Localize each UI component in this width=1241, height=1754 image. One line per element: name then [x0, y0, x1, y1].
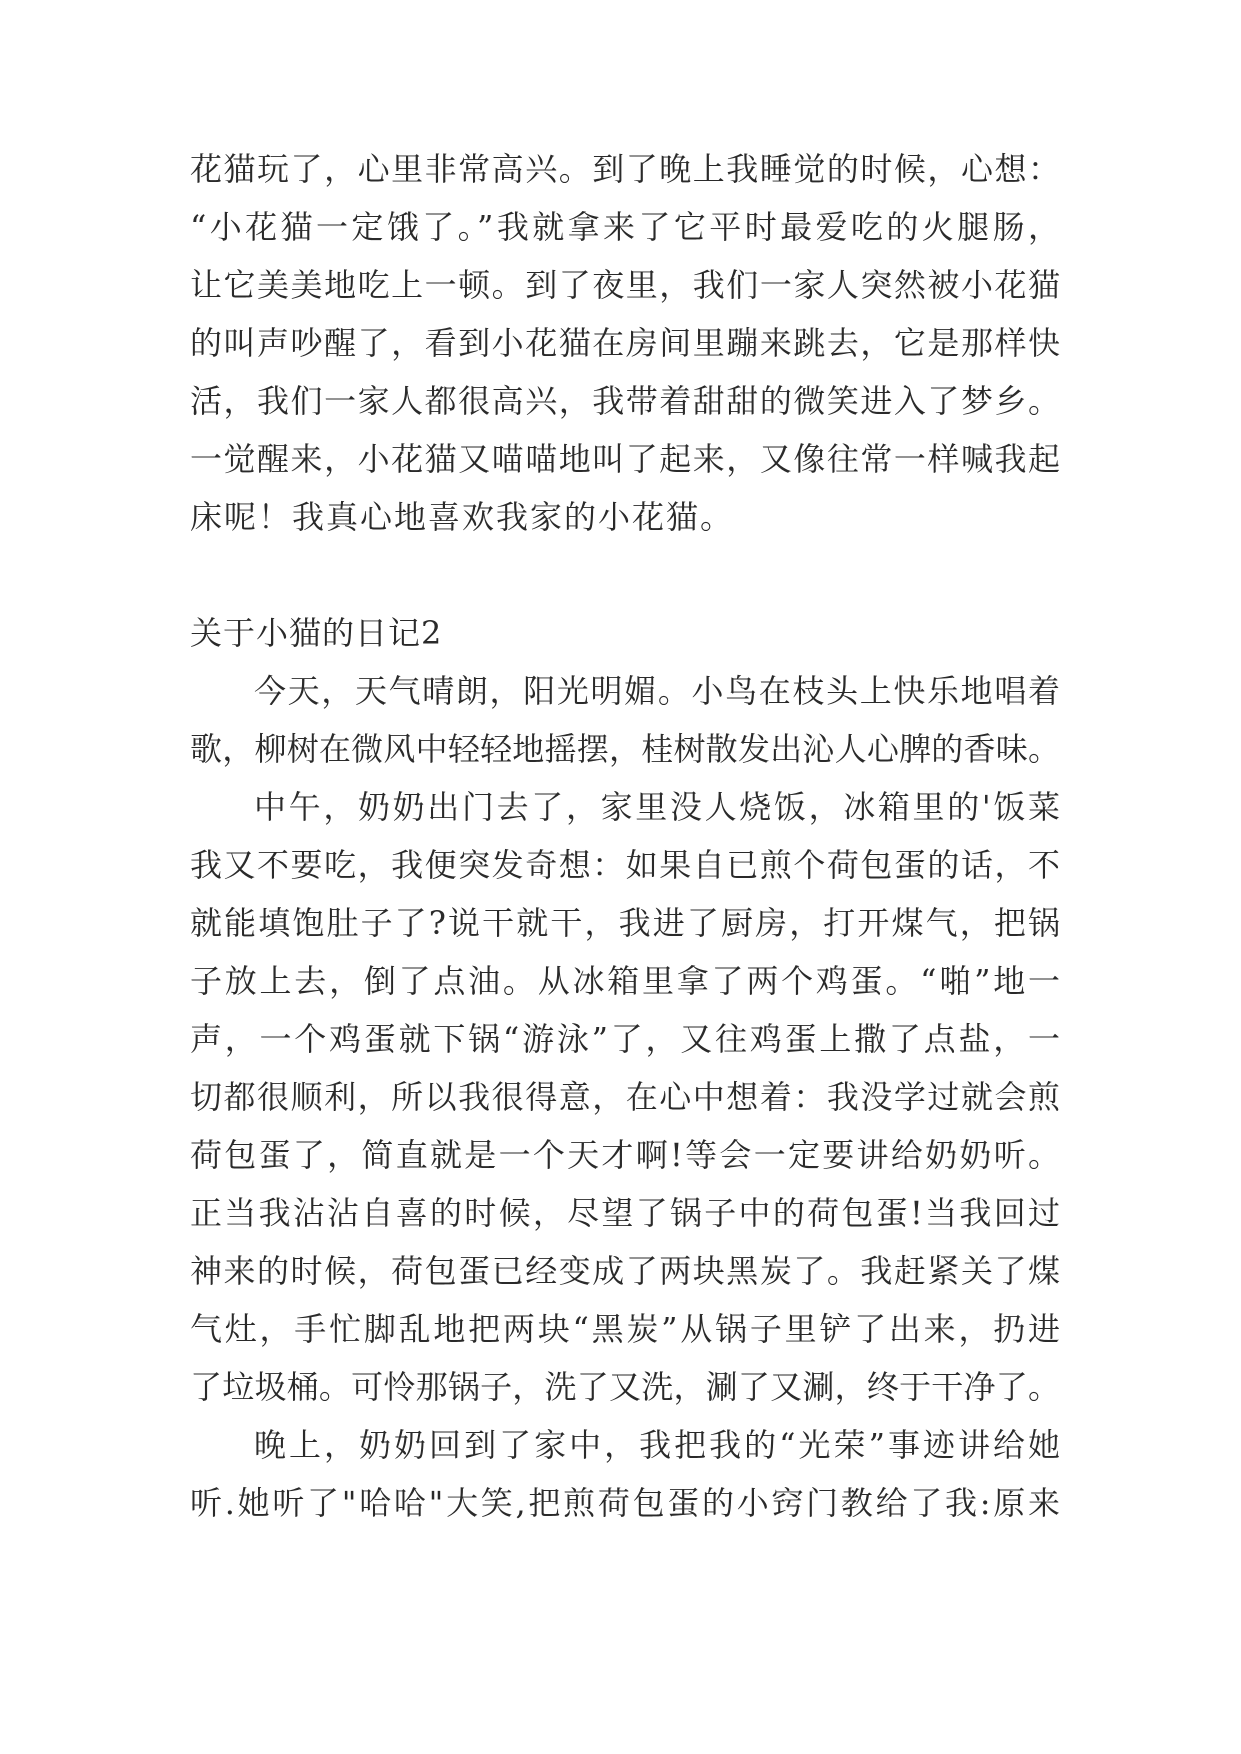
paragraph-line: 听.她听了"哈哈"大笑,把煎荷包蛋的小窍门教给了我:原来: [190, 1484, 1060, 1522]
paragraph-line: 床呢！我真心地喜欢我家的小花猫。: [190, 498, 735, 536]
paragraph-line: “小花猫一定饿了。”我就拿来了它平时最爱吃的火腿肠，: [190, 208, 1060, 246]
paragraph-line: 神来的时候，荷包蛋已经变成了两块黑炭了。我赶紧关了煤: [190, 1252, 1060, 1290]
paragraph-line: 歌，柳树在微风中轻轻地摇摆，桂树散发出沁人心脾的香味。: [190, 730, 1060, 768]
paragraph-line: 晚上，奶奶回到了家中，我把我的“光荣”事迹讲给她: [254, 1426, 1060, 1464]
paragraph-line: 就能填饱肚子了?说干就干，我进了厨房，打开煤气，把锅: [190, 904, 1060, 942]
paragraph-line: 花猫玩了，心里非常高兴。到了晚上我睡觉的时候，心想：: [190, 150, 1060, 188]
paragraph-line: 了垃圾桶。可怜那锅子，洗了又洗，涮了又涮，终于干净了。: [190, 1368, 1060, 1406]
paragraph-line: 的叫声吵醒了，看到小花猫在房间里蹦来跳去，它是那样快: [190, 324, 1060, 362]
paragraph-line: 让它美美地吃上一顿。到了夜里，我们一家人突然被小花猫: [190, 266, 1060, 304]
paragraph-line: 我又不要吃，我便突发奇想：如果自已煎个荷包蛋的话，不: [190, 846, 1060, 884]
paragraph-line: 气灶，手忙脚乱地把两块“黑炭”从锅子里铲了出来，扔进: [190, 1310, 1060, 1348]
paragraph-line: 一觉醒来，小花猫又喵喵地叫了起来，又像往常一样喊我起: [190, 440, 1060, 478]
section-heading: 关于小猫的日记2: [190, 614, 443, 652]
paragraph-line: 荷包蛋了，简直就是一个天才啊!等会一定要讲给奶奶听。: [190, 1136, 1060, 1174]
paragraph-line: 中午，奶奶出门去了，家里没人烧饭，冰箱里的'饭菜: [254, 788, 1060, 826]
paragraph-line: 子放上去，倒了点油。从冰箱里拿了两个鸡蛋。“啪”地一: [190, 962, 1060, 1000]
paragraph-line: 今天，天气晴朗，阳光明媚。小鸟在枝头上快乐地唱着: [254, 672, 1060, 710]
paragraph-line: 声，一个鸡蛋就下锅“游泳”了，又往鸡蛋上撒了点盐，一: [190, 1020, 1060, 1058]
paragraph-line: 活，我们一家人都很高兴，我带着甜甜的微笑进入了梦乡。: [190, 382, 1060, 420]
paragraph-line: 正当我沾沾自喜的时候，尽望了锅子中的荷包蛋!当我回过: [190, 1194, 1060, 1232]
paragraph-line: 切都很顺利，所以我很得意，在心中想着：我没学过就会煎: [190, 1078, 1060, 1116]
